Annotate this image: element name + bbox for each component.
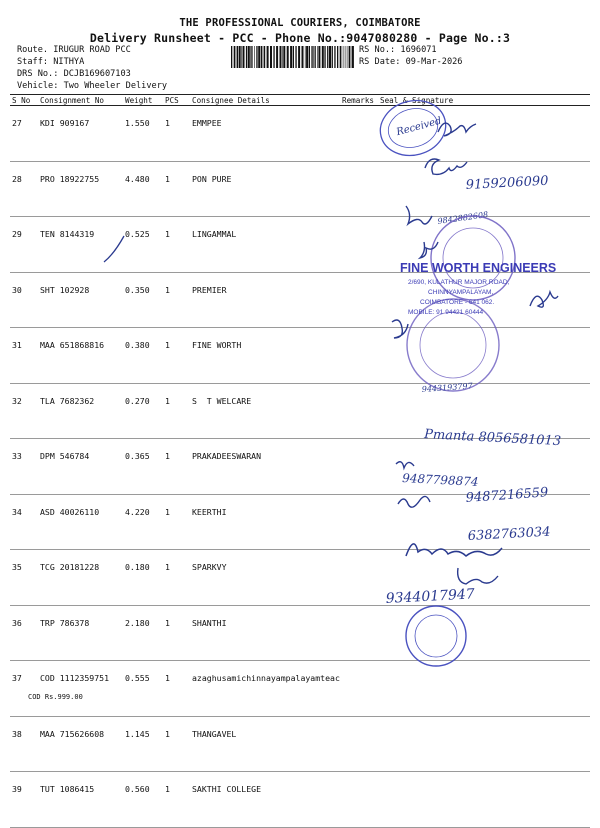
barcode-bar xyxy=(324,46,325,68)
cell-weight: 0.180 xyxy=(123,550,163,606)
barcode-bar xyxy=(282,46,283,68)
cell-signature xyxy=(378,605,590,661)
phone-35: 9487798874 xyxy=(401,471,479,489)
table-row xyxy=(10,494,590,550)
barcode-bar xyxy=(283,46,285,68)
barcode-bar xyxy=(309,46,310,68)
cell-signature xyxy=(378,661,590,717)
barcode-bar xyxy=(258,46,260,68)
cell-pcs: 1 xyxy=(163,217,190,273)
table-row xyxy=(10,661,590,717)
table-row xyxy=(10,383,590,439)
cell-remarks xyxy=(340,550,378,606)
cell-signature xyxy=(378,106,590,162)
drs-label: DRS No.: DCJB169607103 xyxy=(17,69,131,79)
phone-33: 9443193797 xyxy=(421,381,473,394)
barcode-bar xyxy=(246,46,247,68)
cell-signature xyxy=(378,772,590,828)
received-text: Received xyxy=(395,115,443,139)
cell-remarks xyxy=(340,494,378,550)
cell-remarks xyxy=(340,106,378,162)
cell-pcs: 1 xyxy=(163,550,190,606)
staff-label: Staff: NITHYA xyxy=(17,57,85,67)
cell-sno: 29 xyxy=(10,217,38,273)
table-row xyxy=(10,328,590,384)
stamp-company: FINE WORTH ENGINEERS xyxy=(400,261,557,275)
cod-amount: COD Rs.999.00 xyxy=(28,693,83,701)
cell-sno: 27 xyxy=(10,106,38,162)
barcode-bar xyxy=(241,46,242,68)
cell-sno: 36 xyxy=(10,605,38,661)
phone-28: 9159206090 xyxy=(465,173,549,193)
barcode-bar xyxy=(340,46,341,68)
header-consignee: Consignee Details xyxy=(190,95,340,106)
cell-sno: 34 xyxy=(10,494,38,550)
table-row xyxy=(10,439,590,495)
phone-37: 6382763034 xyxy=(467,524,551,544)
barcode-bar xyxy=(295,46,296,68)
header-consignment: Consignment No xyxy=(38,95,123,106)
cell-signature xyxy=(378,550,590,606)
stamp-line4: MOBILE: 91 94421 60444 xyxy=(408,309,484,316)
cell-sno: 35 xyxy=(10,550,38,606)
cell-signature xyxy=(378,439,590,495)
company-title: THE PROFESSIONAL COURIERS, COIMBATORE xyxy=(179,17,421,29)
cell-consignment: TLA 7682362 xyxy=(38,383,123,439)
barcode-bar xyxy=(315,46,316,68)
cell-consignee: EMMPEE xyxy=(190,106,340,162)
route-label: Route. IRUGUR ROAD PCC xyxy=(17,45,131,55)
cell-consignment: SHT 102928 xyxy=(38,272,123,328)
cell-weight: 4.220 xyxy=(123,494,163,550)
cell-weight: 4.480 xyxy=(123,161,163,217)
barcode-bar xyxy=(280,46,282,68)
cell-consignment: PRO 18922755 xyxy=(38,161,123,217)
cell-consignment: MAA 715626608 xyxy=(38,716,123,772)
barcode-bar xyxy=(346,46,347,68)
cell-remarks xyxy=(340,161,378,217)
phone-34: Pmanta 8056581013 xyxy=(423,427,562,450)
barcode-bar xyxy=(348,46,349,68)
cell-remarks xyxy=(340,272,378,328)
barcode-bar xyxy=(270,46,272,68)
cell-weight: 0.560 xyxy=(123,772,163,828)
barcode-bar xyxy=(290,46,292,68)
cell-weight: 1.550 xyxy=(123,106,163,162)
stamp-line2: CHINNYAMPALAYAM, xyxy=(428,289,494,296)
cell-sno: 32 xyxy=(10,383,38,439)
cell-sno: 30 xyxy=(10,272,38,328)
cell-remarks xyxy=(340,328,378,384)
barcode-bar xyxy=(256,46,257,68)
delivery-table xyxy=(10,94,590,828)
cell-sno: 33 xyxy=(10,439,38,495)
cell-remarks xyxy=(340,217,378,273)
table-row xyxy=(10,772,590,828)
cell-consignment: TUT 1086415 xyxy=(38,772,123,828)
barcode-bar xyxy=(231,46,232,68)
cell-consignee: SAKTHI COLLEGE xyxy=(190,772,340,828)
phone-36: 9487216559 xyxy=(465,485,549,506)
cell-signature xyxy=(378,494,590,550)
cell-consignee: PRAKADEESWARAN xyxy=(190,439,340,495)
barcode-bar xyxy=(298,46,300,68)
cell-pcs: 1 xyxy=(163,383,190,439)
rs-date: RS Date: 09-Mar-2026 xyxy=(359,57,463,67)
cell-signature xyxy=(378,217,590,273)
barcode-bar xyxy=(317,46,318,68)
barcode-bar xyxy=(344,46,345,68)
header-signature: Seal & Signature xyxy=(378,95,590,106)
stamp-line1: 2/690, KULATHUR MAJOR ROAD, xyxy=(408,279,510,286)
cell-consignee: LINGAMMAL xyxy=(190,217,340,273)
cell-pcs: 1 xyxy=(163,161,190,217)
phone-29: 9842882608 xyxy=(437,209,489,226)
table-row xyxy=(10,217,590,273)
cell-sno: 37 xyxy=(10,661,38,717)
barcode-bar xyxy=(273,46,274,68)
cell-sno: 28 xyxy=(10,161,38,217)
cell-pcs: 1 xyxy=(163,328,190,384)
cell-weight: 0.380 xyxy=(123,328,163,384)
barcode-bar xyxy=(293,46,294,68)
barcode-bar xyxy=(311,46,312,68)
cell-consignment: TEN 8144319 xyxy=(38,217,123,273)
header-remarks: Remarks xyxy=(340,95,378,106)
cell-consignment: TCG 20181228 xyxy=(38,550,123,606)
cell-weight: 0.365 xyxy=(123,439,163,495)
cell-pcs: 1 xyxy=(163,716,190,772)
cell-consignee: SPARKVY xyxy=(190,550,340,606)
cell-pcs: 1 xyxy=(163,605,190,661)
cell-signature xyxy=(378,716,590,772)
cell-sno: 39 xyxy=(10,772,38,828)
barcode-bar xyxy=(342,46,343,68)
cell-consignee: KEERTHI xyxy=(190,494,340,550)
cell-sno: 31 xyxy=(10,328,38,384)
cell-signature xyxy=(378,328,590,384)
header-pcs: PCS xyxy=(163,95,190,106)
table-row xyxy=(10,550,590,606)
barcode-bar xyxy=(322,46,324,68)
cell-consignee: PREMIER xyxy=(190,272,340,328)
barcode-bar xyxy=(337,46,338,68)
barcode-bar xyxy=(287,46,289,68)
runsheet-subtitle: Delivery Runsheet - PCC - Phone No.:9047080280 - Page No.:3 xyxy=(89,31,511,45)
cell-consignee: PON PURE xyxy=(190,161,340,217)
cell-remarks xyxy=(340,716,378,772)
barcode-bar xyxy=(264,46,265,68)
barcode-bar xyxy=(252,46,253,68)
cell-sno: 38 xyxy=(10,716,38,772)
cell-pcs: 1 xyxy=(163,106,190,162)
cell-consignee: THANGAVEL xyxy=(190,716,340,772)
barcode-bar xyxy=(329,46,331,68)
table-row xyxy=(10,716,590,772)
barcode-bar xyxy=(254,46,255,68)
cell-consignment xyxy=(28,661,123,717)
cell-remarks xyxy=(340,661,378,717)
cell-pcs: 1 xyxy=(163,272,190,328)
barcode-bar xyxy=(334,46,335,68)
table-row xyxy=(10,605,590,661)
barcode-bar xyxy=(239,46,241,68)
cell-pcs: 1 xyxy=(163,494,190,550)
barcode-bar xyxy=(332,46,333,68)
cell-signature xyxy=(378,161,590,217)
barcode-bar xyxy=(313,46,314,68)
table-header-row xyxy=(10,95,590,106)
barcode-bar xyxy=(352,46,354,68)
table-row xyxy=(10,161,590,217)
barcode-bar xyxy=(305,46,306,68)
barcode-bar xyxy=(267,46,269,68)
barcode-bar xyxy=(237,46,238,68)
cell-remarks xyxy=(340,383,378,439)
cell-consignment: KDI 909167 xyxy=(38,106,123,162)
consignment-number: COD 1112359751 xyxy=(40,673,110,683)
cell-pcs: 1 xyxy=(163,661,190,717)
cell-consignee: SHANTHI xyxy=(190,605,340,661)
header-sno: S No xyxy=(10,95,38,106)
barcode-bar xyxy=(351,46,352,68)
barcode-bar xyxy=(261,46,262,68)
cell-weight: 2.180 xyxy=(123,605,163,661)
barcode-bar xyxy=(318,46,320,68)
cell-signature xyxy=(378,272,590,328)
cell-consignment: DPM 546784 xyxy=(38,439,123,495)
stamp-line3: COIMBATORE - 641 062. xyxy=(420,299,495,306)
barcode-bar xyxy=(349,46,350,68)
cell-weight: 1.145 xyxy=(123,716,163,772)
barcode-bar xyxy=(234,46,235,68)
cell-consignment: ASD 40026110 xyxy=(38,494,123,550)
cell-consignee: FINE WORTH xyxy=(190,328,340,384)
vehicle-label: Vehicle: Two Wheeler Delivery xyxy=(17,81,168,91)
barcode-bar xyxy=(248,46,250,68)
cell-remarks xyxy=(340,772,378,828)
cell-signature xyxy=(378,383,590,439)
table-row xyxy=(10,272,590,328)
cell-remarks xyxy=(340,439,378,495)
phone-38: 9344017947 xyxy=(385,586,476,607)
barcode-bar xyxy=(236,46,237,68)
barcode-bar xyxy=(306,46,308,68)
barcode-bar xyxy=(263,46,264,68)
barcode-bar xyxy=(276,46,278,68)
barcode-bar xyxy=(250,46,251,68)
cell-weight: 0.270 xyxy=(123,383,163,439)
cell-weight: 0.350 xyxy=(123,272,163,328)
barcode-bar xyxy=(327,46,328,68)
cell-consignment: MAA 651868816 xyxy=(38,328,123,384)
cell-pcs: 1 xyxy=(163,439,190,495)
cell-pcs: 1 xyxy=(163,772,190,828)
header-weight: Weight xyxy=(123,95,163,106)
cell-weight: 0.525 xyxy=(123,217,163,273)
barcode-bar xyxy=(243,46,245,68)
cell-consignee: azaghusamichinnayampalayamteac xyxy=(190,661,340,717)
table-row xyxy=(10,106,590,162)
cell-consignee: S T WELCARE xyxy=(190,383,340,439)
cell-consignment: TRP 786378 xyxy=(38,605,123,661)
barcode-image xyxy=(231,46,355,68)
barcode-bar xyxy=(302,46,304,68)
rs-number: RS No.: 1696071 xyxy=(359,45,437,55)
cell-weight: 0.555 xyxy=(123,661,163,717)
cell-remarks xyxy=(340,605,378,661)
